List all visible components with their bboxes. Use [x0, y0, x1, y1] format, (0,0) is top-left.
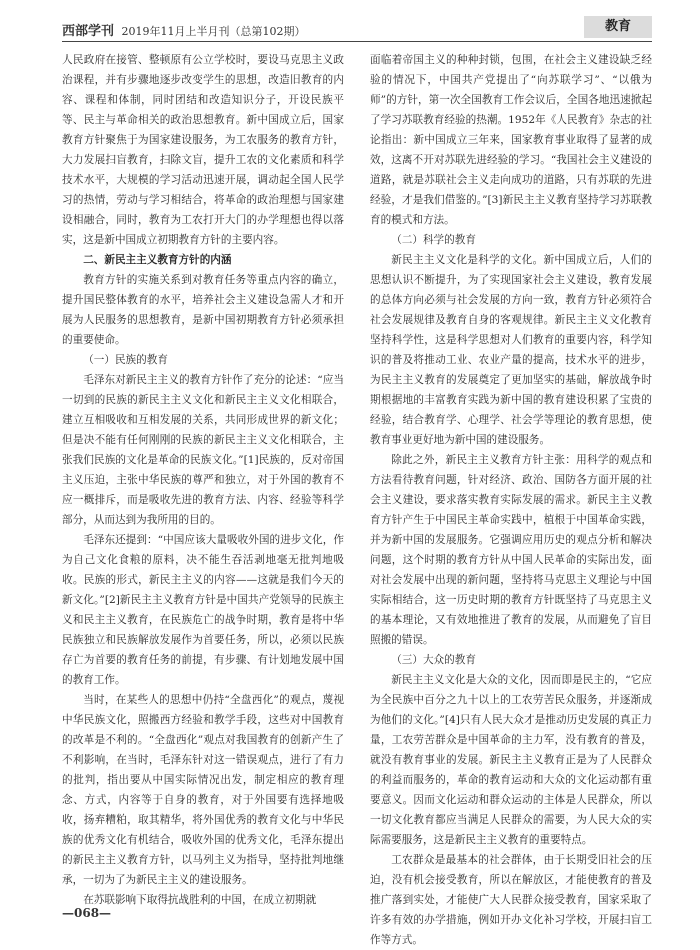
- paragraph: 人民政府在接管、整顿原有公立学校时，要设马克思主义政治课程，并有步骤地逐步改变学生的思想，改造旧教育的内容、课程和体制，同时团结和改造知识分子，开设民族平等、民主与革命相关的政治思想教育。新中国成立后，国家教育方针聚焦于为国家建设服务，为工农服务的教育方针，大力发展扫盲教育，扫除文盲，提升工农的文化素质和科学技术水平，大规模的学习活动迅速开展，调动起全国人民学习的热情，劳动与学习相结合，将革命的政治理想与国家建设相融合，同时，教育为工农打开大门的办学理想也得以落实，这是新中国成立初期教育方针的主要内容。: [62, 54, 344, 246]
- paragraph: 当时，在某些人的思想中仍持“全盘西化”的观点，蔑视中华民族文化，照搬西方经验和教学手段，这些对中国教育的改革是不利的。“全盘西化”观点对我国教育的创新产生了不利影响，在当时，毛泽东针对这一错误观点，进行了有力的批判，指出要从中国实际情况出发，制定相应的教育理念、方式，内容等于自身的教育，对于外国要有选择地吸收，扬弃糟粕，取其精华，将外国优秀的教育文化与中华民族的优秀文化有机结合，吸收外国的优秀文化，毛泽东提出的新民主主义教育方针，以马列主义为指导，坚持批判地继承，一切为了为新民主主义的建设服务。: [62, 694, 344, 886]
- page-number: —068—: [62, 906, 112, 920]
- paragraph: 教育方针的实施关系到对教育任务等重点内容的确立，提升国民整体教育的水平，培养社会主义建设急需人才和开展为人民服务的思想教育，是新中国初期教育方针必须承担的重要使命。: [62, 274, 344, 346]
- paragraph: 面临着帝国主义的种种封锁，包围，在社会主义建设缺乏经验的情况下，中国共产党提出了“向苏联学习”、“以俄为师”的方针，第一次全国教育工作会议后，全国各地迅速掀起了学习苏联教育经验的热潮。1952年《人民教育》杂志的社论指出：新中国成立三年来，国家教育事业取得了显著的成效，这离不开对苏联先进经验的学习。“我国社会主义建设的道路，就是苏联社会主义走向成功的道路，只有苏联的先进经验，才是我们借鉴的。”[3]新民主主义教育坚持学习苏联教育的模式和方法。: [370, 54, 652, 226]
- paragraph: 除此之外，新民主主义教育方针主张：用科学的观点和方法看待教育问题，针对经济、政治、国防各方面开展的社会主义建设，要求落实教育实际发展的需求。新民主主义教育方针产生于中国民主革命实践中，植根于中国革命实践，并为新中国的发展服务。它强调应用历史的观点分析和解决问题，这个时期的教育方针从中国人民革命的实际出发，面对社会发展中出现的新问题，坚持将马克思主义理论与中国实际相结合，这一历史时期的教育方针既坚持了马克思主义的基本理论，又有效地推进了教育的发展，从而避免了盲目照搬的错误。: [370, 454, 652, 646]
- subsection-heading: （三）大众的教育: [391, 654, 476, 666]
- subsection-heading: （一）民族的教育: [83, 354, 168, 366]
- section-heading: 二、新民主主义教育方针的内涵: [83, 254, 232, 266]
- issue-info: 2019年11月上半月刊（总第102期）: [121, 25, 306, 38]
- subsection-heading: （二）科学的教育: [391, 234, 476, 246]
- header-divider: [62, 41, 652, 42]
- left-column: [62, 50, 344, 910]
- paragraph: 毛泽东还提到：“中国应该大量吸收外国的进步文化，作为自己文化食粮的原料，决不能生吞活剥地毫无批判地吸收。民族的形式，新民主主义的内容——这就是我们今天的新文化。”[2]新民主主义教育方针是中国共产党领导的民族主义和民主主义教育，在民族危亡的战争时期，教育是将中华民族独立和民族解放发展作为首要任务，所以，必须以民族存亡为首要的教育任务的前提，有步骤、有计划地发展中国的教育工作。: [62, 534, 344, 686]
- running-header: [62, 16, 652, 42]
- magazine-name: 西部学刊: [62, 24, 115, 39]
- paragraph: 新民主主义文化是大众的文化，因而即是民主的，“它应为全民族中百分之九十以上的工农劳苦民众服务，并逐渐成为他们的文化。”[4]只有人民大众才是推动历史发展的真正力量，工农劳苦群众是中国革命的主力军，没有教育的普及，就没有教育事业的发展。新民主主义教育正是为了人民群众的利益而服务的，革命的教育运动和大众的文化运动都有重要意义。因而文化运动和群众运动的主体是人民群众，所以一切文化教育都应当满足人民群众的需要，为人民大众的实际需要服务，这是新民主主义教育的重要特点。: [370, 674, 652, 846]
- paragraph: 毛泽东对新民主主义的教育方针作了充分的论述：“应当一切到的民族的新民主主义文化和新民主主义文化相联合，建立互相吸收和互相发展的关系，共同形成世界的新文化；但是决不能有任何刚刚的民族的新民主主义文化相联合，主张我们民族的文化是革命的民族文化。”[1]民族的，反对帝国主义压迫，主张中华民族的尊严和独立，对于外国的教育不应一概排斥，而是吸收先进的教育方法、内容、经验等科学部分，从而达到为我所用的目的。: [62, 374, 344, 526]
- journal-info: [62, 20, 306, 39]
- section-tab: 教育: [584, 16, 652, 38]
- paragraph: 在苏联影响下取得抗战胜利的中国，在成立初期就: [83, 894, 317, 906]
- paragraph: 工农群众是最基本的社会群体，由于长期受旧社会的压迫，没有机会接受教育，所以在解放区，才能使教育的普及推广落到实处，才能使广大人民群众接受教育，国家采取了许多有效的办学措施，例如开办文化补习学校，开展扫盲工作等方式。: [370, 854, 652, 946]
- right-column: [370, 50, 652, 950]
- paragraph: 新民主主义文化是科学的文化。新中国成立后，人们的思想认识不断提升，为了实现国家社会主义建设，教育发展的总体方向必须与社会发展的方向一致，教育方针必须符合社会发展规律及教育自身的客观规律。新民主主义文化教育坚持科学性，这是科学思想对人们教育的重要内容，科学知识的普及将推动工业、农业产量的提高，技术水平的进步，为民主主义教育的发展奠定了更加坚实的基础，解放战争时期根据地的丰富教育实践为新中国的教育建设积累了宝贵的经验，结合教育学、心理学、社会学等理论的教育思想，使教育事业更好地为新中国的建设服务。: [370, 254, 652, 446]
